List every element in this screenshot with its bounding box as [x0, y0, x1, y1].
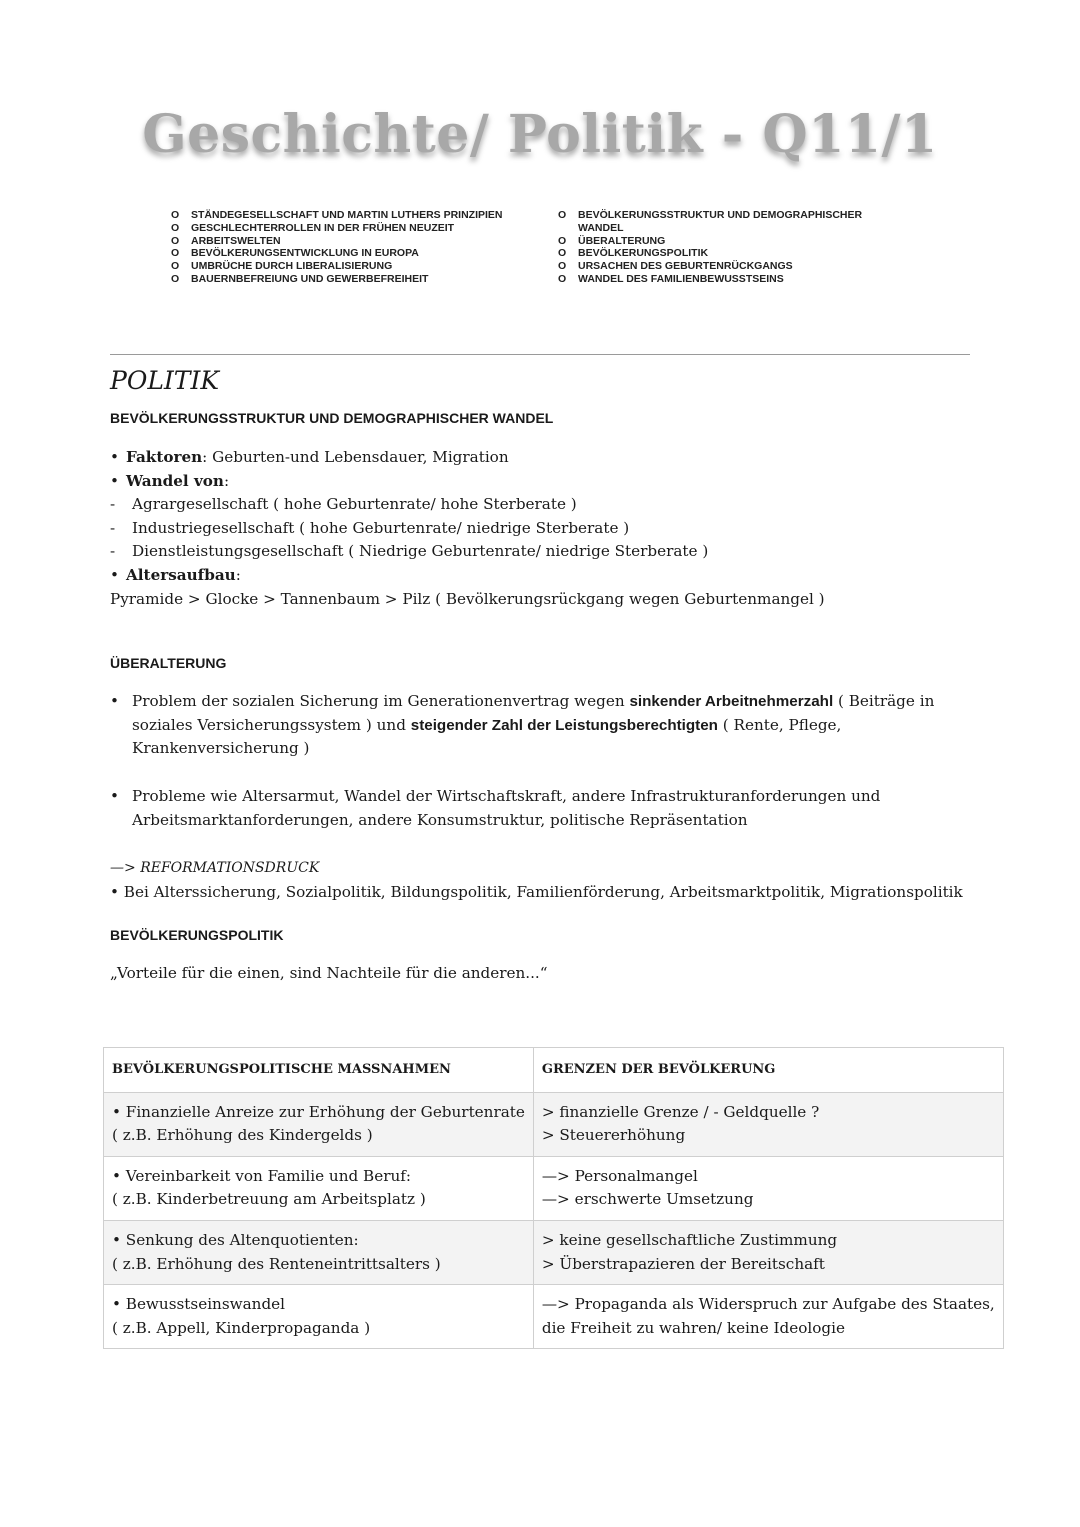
topic-item: O URSACHEN DES GEBURTENRÜCKGANGS — [558, 260, 793, 273]
section-divider — [110, 354, 970, 355]
circle-bullet-icon: O — [171, 209, 180, 221]
list-item: - Agrargesellschaft ( hohe Geburtenrate/ hohe Sterberate ) — [110, 493, 990, 517]
dash-icon: - — [110, 518, 116, 537]
table-header-row — [104, 1048, 1004, 1093]
circle-bullet-icon: O — [558, 209, 567, 221]
topic-item: O ARBEITSWELTEN — [171, 234, 281, 247]
topic-item: O ÜBERALTERUNG — [558, 234, 666, 247]
dash-icon: - — [110, 495, 116, 514]
topic-item: O WANDEL DES FAMILIENBEWUSSTSEINS — [558, 272, 784, 285]
topic-item: O BEVÖLKERUNGSENTWICKLUNG IN EUROPA — [171, 247, 419, 260]
list-item: - Industriegesellschaft ( hohe Geburtenrate/ niedrige Sterberate ) — [110, 517, 990, 541]
table-row: • Bewusstseinswandel ( z.B. Appell, Kinderpropaganda ) —> Propaganda als Widerspruch zur Aufgabe des Staates, die Freiheit zu wahren/ keine Ideologie — [104, 1285, 1004, 1349]
column-header: GRENZEN DER BEVÖLKERUNG — [533, 1048, 1003, 1093]
topic-list-left — [171, 209, 551, 286]
measures-table — [103, 1047, 1004, 1349]
list-item: - Dienstleistungsgesellschaft ( Niedrige Geburtenrate/ niedrige Sterberate ) — [110, 540, 990, 564]
topic-item: O BEVÖLKERUNGSSTRUKTUR UND DEMOGRAPHISCHER WANDEL — [558, 209, 863, 234]
circle-bullet-icon: O — [558, 234, 567, 247]
section-title: POLITIK — [110, 366, 220, 395]
topic-list-right — [558, 209, 888, 286]
bullet-icon: • — [110, 565, 119, 584]
reform-label: REFORMATIONSDRUCK — [140, 860, 320, 876]
policy-quote: „Vorteile für die einen, sind Nachteile für die anderen...“ — [110, 964, 548, 982]
policy-heading: BEVÖLKERUNGSPOLITIK — [110, 927, 284, 943]
reform-block: —> REFORMATIONSDRUCK • Bei Alterssicherung, Sozialpolitik, Bildungspolitik, Familienförderung, Arbeitsmarktpolitik, Migrationspolitik — [110, 860, 963, 901]
aging-paragraph-2: • Probleme wie Altersarmut, Wandel der Wirtschaftskraft, andere Infrastrukturanforderungen und Arbeitsmarktanforderungen, andere Konsumstruktur, politische Repräsentation — [110, 787, 881, 829]
table-row: • Finanzielle Anreize zur Erhöhung der Geburtenrate ( z.B. Erhöhung des Kindergelds ) > finanzielle Grenze / - Geldquelle ? > Steuererhöhung — [104, 1092, 1004, 1156]
circle-bullet-icon: O — [558, 272, 567, 285]
table-row: • Vereinbarkeit von Familie und Beruf: ( z.B. Kinderbetreuung am Arbeitsplatz ) —> Personalmangel —> erschwerte Umsetzung — [104, 1156, 1004, 1220]
list-item: • Wandel von: — [110, 470, 990, 494]
topic-item: O BAUERNBEFREIUNG UND GEWERBEFREIHEIT — [171, 272, 429, 285]
aging-paragraph-1: • Problem der sozialen Sicherung im Generationenvertrag wegen sinkender Arbeitnehmerzahl ( Beiträge in soziales Versicherungssystem ) und steigender Zahl der Leistungsberechtigten ( Rente, Pflege, Krankenversicherung ) — [110, 692, 935, 758]
bullet-icon: • — [110, 882, 124, 901]
topic-item: O STÄNDEGESELLSCHAFT UND MARTIN LUTHERS PRINZIPIEN — [171, 209, 503, 221]
aging-heading: ÜBERALTERUNG — [110, 655, 227, 671]
circle-bullet-icon: O — [171, 247, 180, 260]
circle-bullet-icon: O — [171, 272, 180, 285]
topic-item: O GESCHLECHTERROLLEN IN DER FRÜHEN NEUZEIT — [171, 221, 455, 234]
table-row: • Senkung des Altenquotienten: ( z.B. Erhöhung des Renteneintrittsalters ) > keine gesellschaftliche Zustimmung > Überstrapazieren der Bereitschaft — [104, 1220, 1004, 1284]
bullet-icon: • — [110, 692, 119, 710]
bullet-icon: • — [110, 448, 119, 466]
column-header: BEVÖLKERUNGSPOLITISCHE MASSNAHMEN — [104, 1048, 534, 1093]
dash-icon: - — [110, 542, 116, 561]
demography-body — [110, 446, 990, 611]
topic-item: O UMBRÜCHE DURCH LIBERALISIERUNG — [171, 260, 393, 273]
list-item: • Faktoren: Geburten-und Lebensdauer, Migration — [110, 446, 990, 470]
circle-bullet-icon: O — [558, 247, 567, 260]
topic-item: O BEVÖLKERUNGSPOLITIK — [558, 247, 709, 260]
circle-bullet-icon: O — [558, 260, 567, 273]
bullet-icon: • — [110, 787, 119, 805]
circle-bullet-icon: O — [171, 260, 180, 273]
document-title: Geschichte/ Politik - Q11/1 — [142, 104, 938, 165]
bullet-icon: • — [110, 471, 119, 490]
age-structure-text: Pyramide > Glocke > Tannenbaum > Pilz ( Bevölkerungsrückgang wegen Geburtenmangel ) — [110, 589, 825, 608]
circle-bullet-icon: O — [171, 234, 180, 247]
demography-heading: BEVÖLKERUNGSSTRUKTUR UND DEMOGRAPHISCHER WANDEL — [110, 410, 554, 426]
circle-bullet-icon: O — [171, 221, 180, 234]
list-item: • Altersaufbau: — [110, 564, 990, 588]
